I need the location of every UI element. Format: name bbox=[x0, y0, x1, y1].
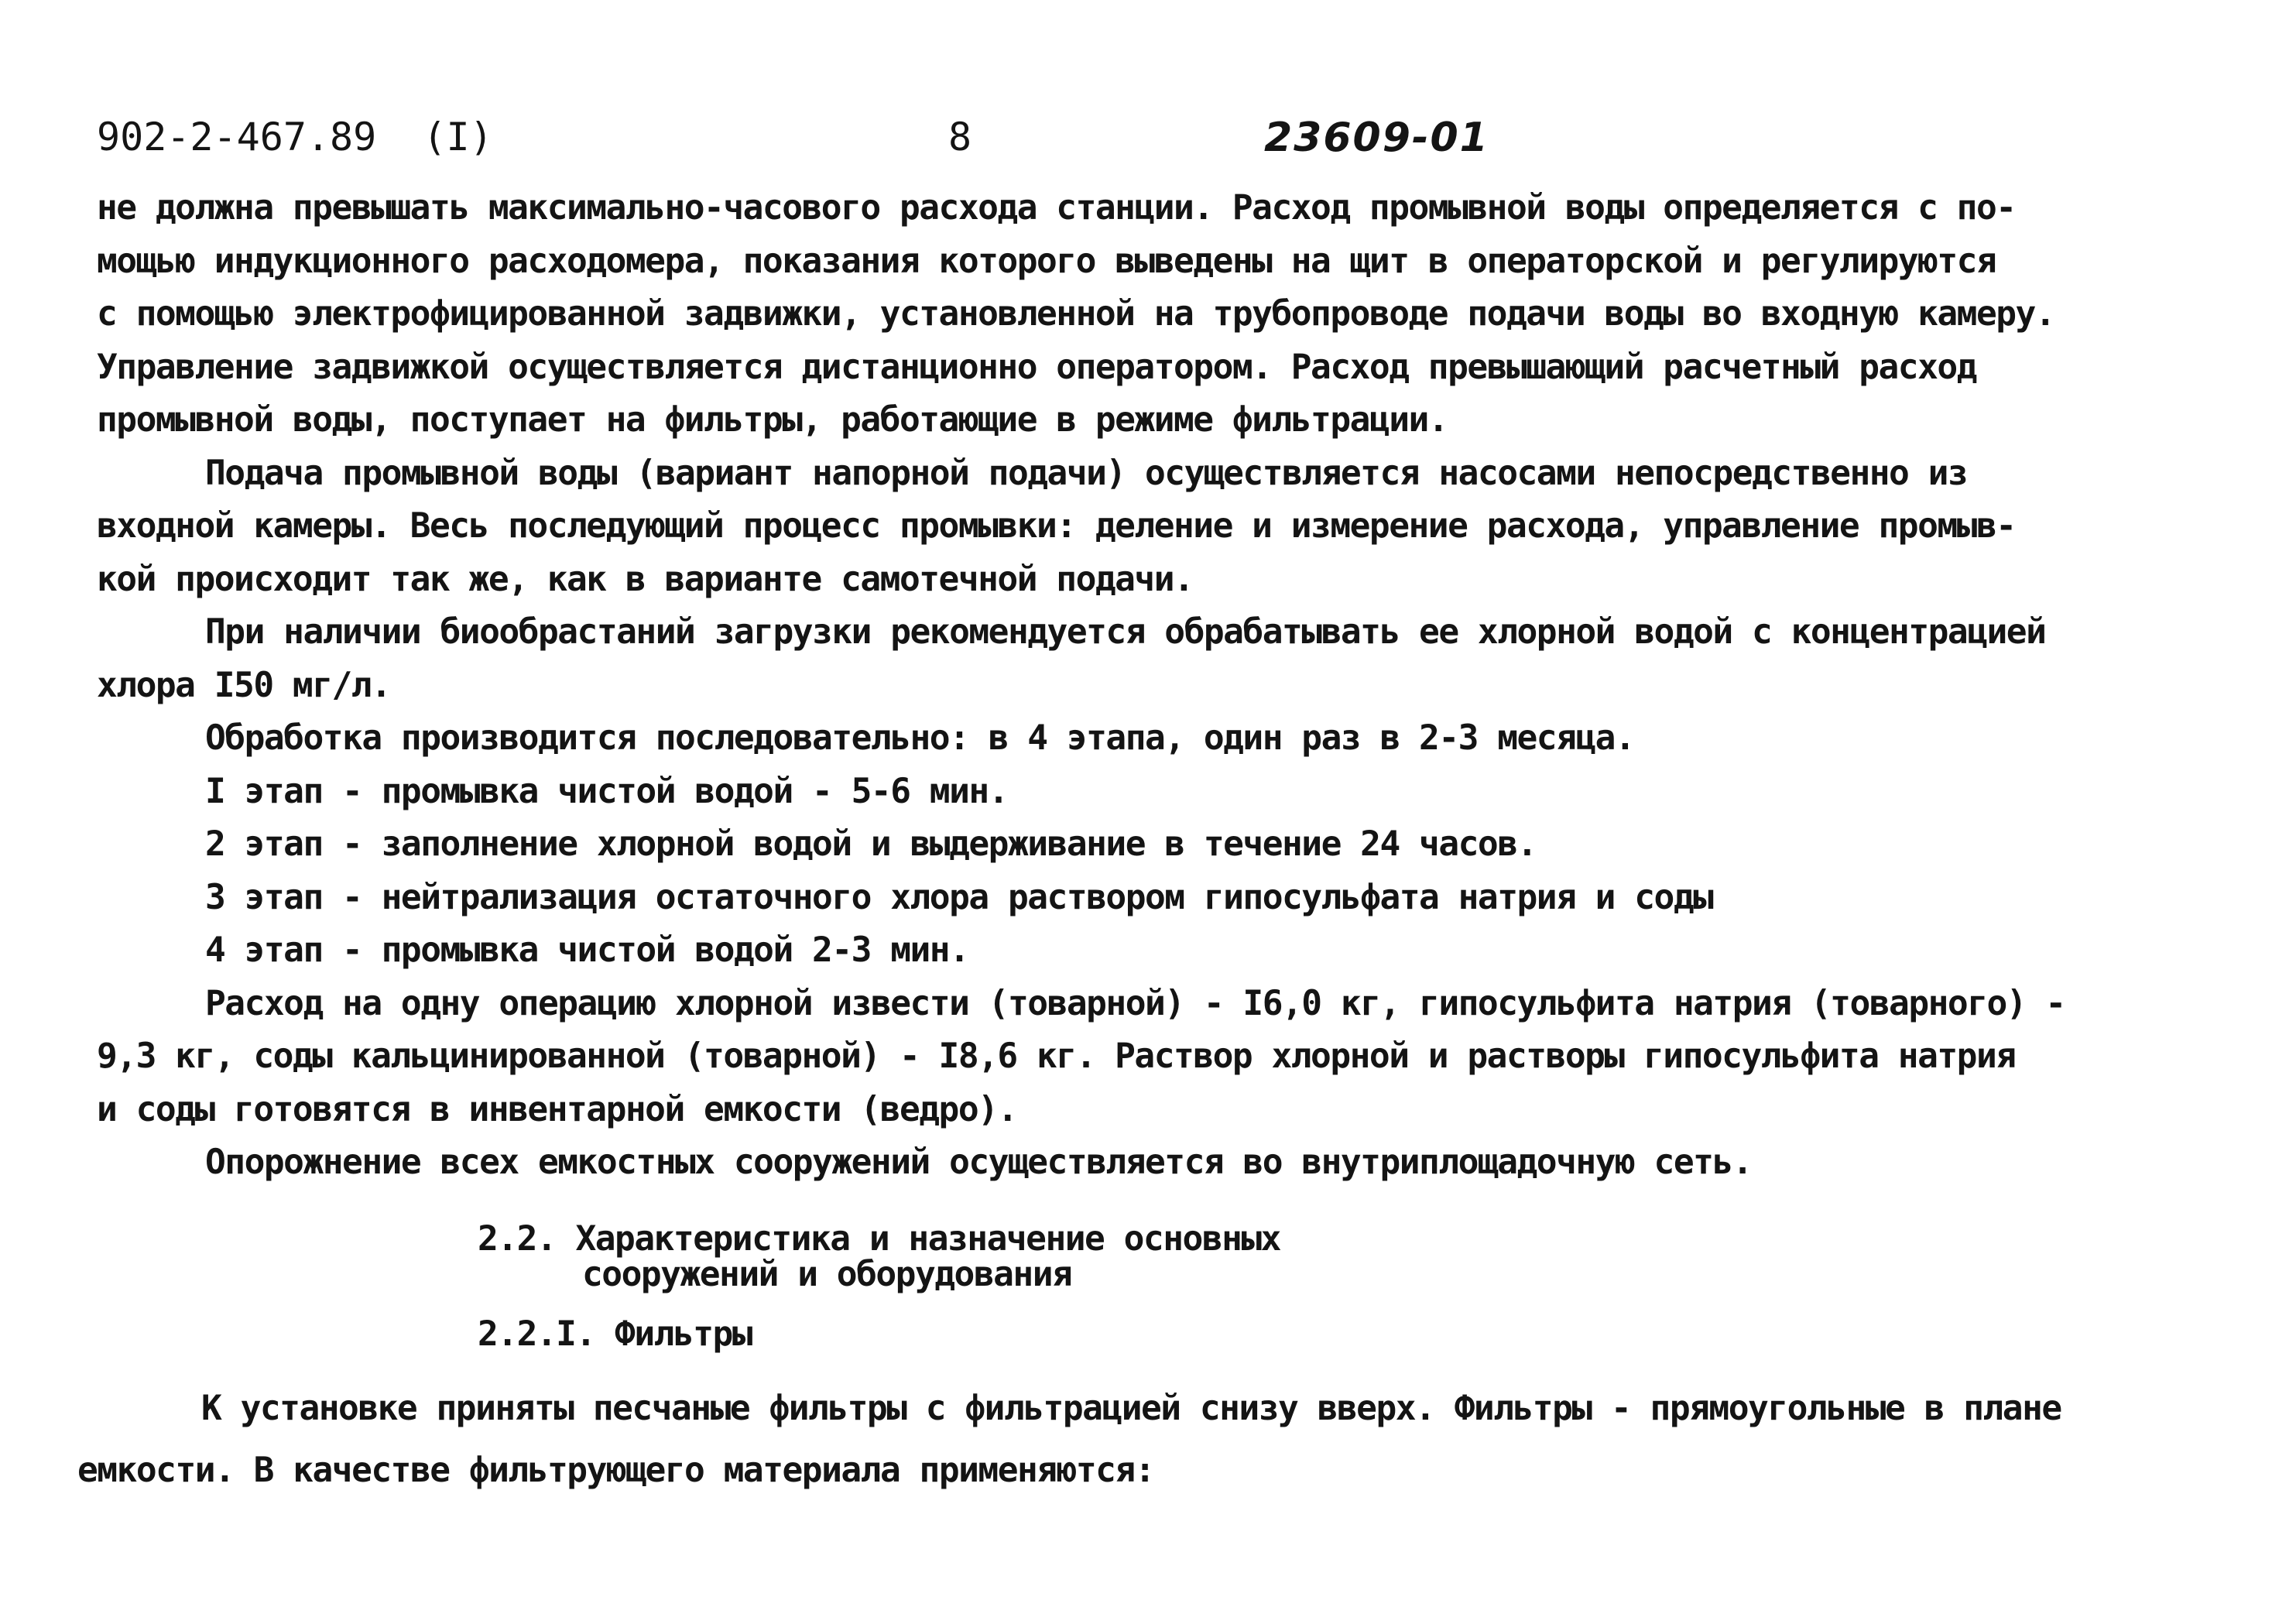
text-line: мощью индукционного расходомера, показания которого выведены на щит в операторской и регулируются bbox=[97, 241, 1996, 281]
body-text bbox=[97, 182, 2257, 1190]
text-line: и соды готовятся в инвентарной емкости (ведро). bbox=[97, 1089, 1017, 1129]
paragraph-start-line: Подача промывной воды (вариант напорной подачи) осуществляется насосами непосредственно из bbox=[205, 453, 1968, 493]
text-line: входной камеры. Весь последующий процесс промывки: деление и измерение расхода, управление промыв- bbox=[97, 506, 2016, 546]
section-heading-line: 2.2. Характеристика и назначение основных bbox=[478, 1219, 1280, 1259]
stage-item: 3 этап - нейтрализация остаточного хлора раствором гипосульфата натрия и соды bbox=[205, 877, 1713, 917]
text-line: 9,3 кг, соды кальцинированной (товарной) - I8,6 кг. Раствор хлорной и растворы гипосульфита натрия bbox=[97, 1036, 2016, 1076]
document-code: 902-2-467.89 (I) bbox=[97, 115, 493, 159]
paragraph-start-line: При наличии биообрастаний загрузки рекомендуется обрабатывать ее хлорной водой с концентрацией bbox=[205, 612, 2046, 652]
text-line: с помощью электрофицированной задвижки, установленной на трубопроводе подачи воды во входную камеру. bbox=[97, 294, 2055, 334]
stage-item: I этап - промывка чистой водой - 5-6 мин. bbox=[205, 771, 1008, 811]
section-body-text bbox=[77, 1378, 2260, 1502]
stage-item: 4 этап - промывка чистой водой 2-3 мин. bbox=[205, 930, 969, 970]
text-line: кой происходит так же, как в варианте самотечной подачи. bbox=[97, 559, 1194, 599]
paragraph-start-line: К установке приняты песчаные фильтры с фильтрацией снизу вверх. Фильтры - прямоугольные в плане bbox=[201, 1389, 2061, 1428]
paragraph-start-line: Опорожнение всех емкостных сооружений осуществляется во внутриплощадочную сеть. bbox=[205, 1143, 1753, 1182]
stage-item: 2 этап - заполнение хлорной водой и выдерживание в течение 24 часов. bbox=[205, 824, 1537, 864]
page-header bbox=[97, 115, 2249, 169]
subsection-heading: 2.2.I. Фильтры bbox=[478, 1314, 752, 1354]
page-number: 8 bbox=[948, 115, 972, 159]
text-line: не должна превышать максимально-часового расхода станции. Расход промывной воды определяется с по- bbox=[97, 188, 2016, 228]
section-heading-line: сооружений и оборудования bbox=[582, 1255, 1072, 1294]
document-number-stamp: 23609-01 bbox=[1264, 115, 1489, 161]
text-line: хлора I50 мг/л. bbox=[97, 665, 391, 705]
text-line: промывной воды, поступает на фильтры, работающие в режиме фильтрации. bbox=[97, 400, 1448, 440]
text-line: емкости. В качестве фильтрующего материала применяются: bbox=[77, 1451, 1155, 1490]
text-line: Управление задвижкой осуществляется дистанционно оператором. Расход превышающий расчетный расход bbox=[97, 347, 1976, 387]
paragraph-start-line: Обработка производится последовательно: в 4 этапа, один раз в 2-3 месяца. bbox=[205, 718, 1635, 758]
paragraph-start-line: Расход на одну операцию хлорной извести (товарной) - I6,0 кг, гипосульфита натрия (товарного) - bbox=[205, 983, 2065, 1023]
section-heading bbox=[478, 1221, 1280, 1293]
